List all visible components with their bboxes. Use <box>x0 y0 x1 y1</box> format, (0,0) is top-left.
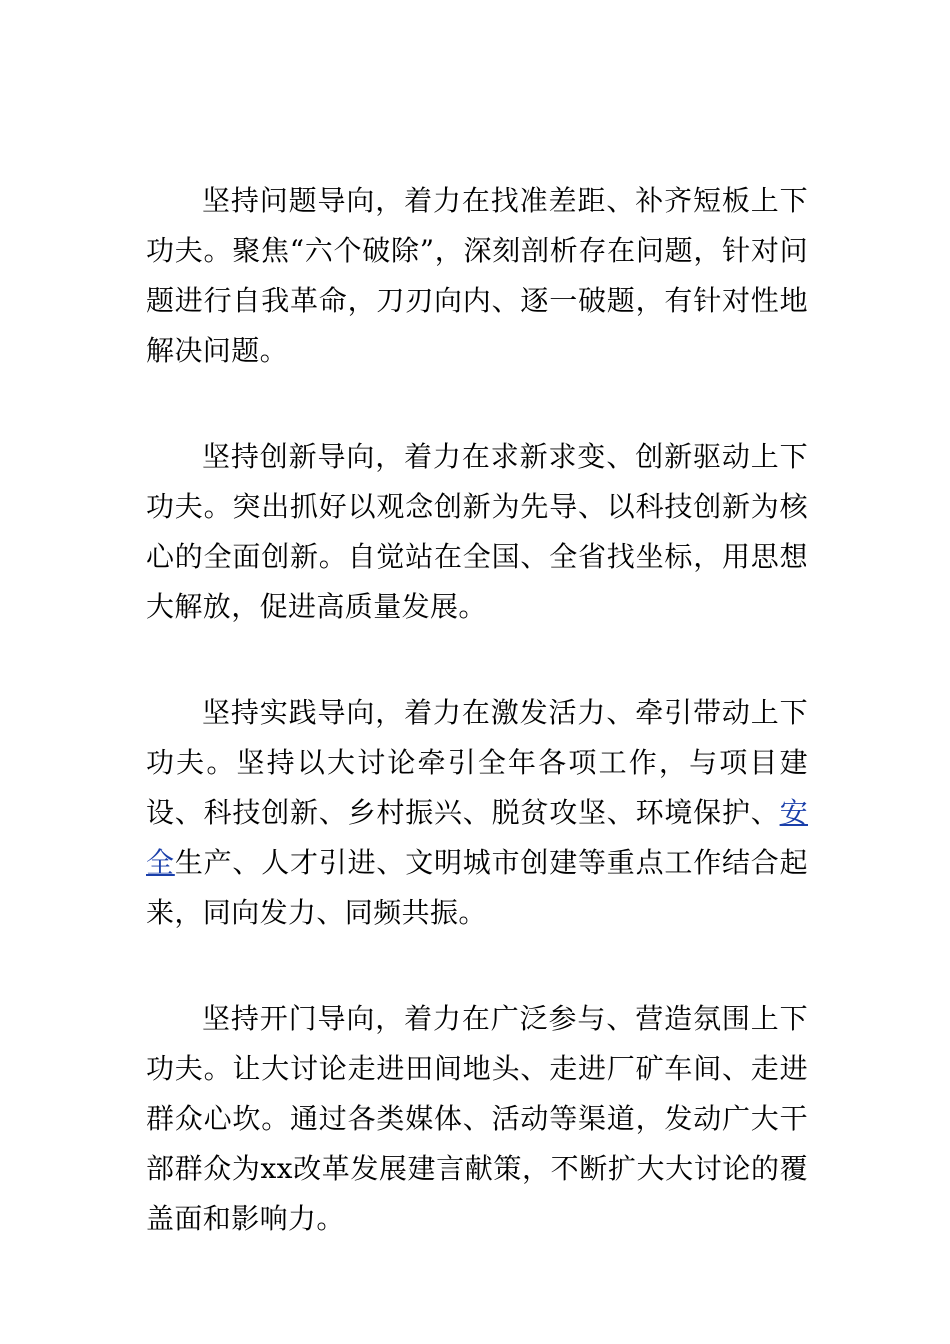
paragraph-innovation-orientation: 坚持创新导向，着力在求新求变、创新驱动上下功夫。突出抓好以观念创新为先导、以科技创新为核心的全面创新。自觉站在全国、全省找坐标，用思想大解放，促进高质量发展。 <box>146 440 808 623</box>
paragraph-text-after-link: 生产、人才引进、文明城市创建等重点工作结合起来，同向发力、同频共振。 <box>146 846 808 929</box>
paragraph-open-door-orientation: 坚持开门导向，着力在广泛参与、营造氛围上下功夫。让大讨论走进田间地头、走进厂矿车间、走进群众心坎。通过各类媒体、活动等渠道，发动广大干部群众为xx改革发展建言献策，不断扩大大讨论的覆盖面和影响力。 <box>146 1002 808 1235</box>
paragraph-text-before-link: 坚持实践导向，着力在激发活力、牵引带动上下功夫。坚持以大讨论牵引全年各项工作，与项目建设、科技创新、乡村振兴、脱贫攻坚、环境保护、 <box>146 696 808 829</box>
paragraph-practice-orientation <box>146 688 808 938</box>
document-body <box>146 176 808 1300</box>
paragraph-problem-orientation: 坚持问题导向，着力在找准差距、补齐短板上下功夫。聚焦“六个破除”，深刻剖析存在问题，针对问题进行自我革命，刀刃向内、逐一破题，有针对性地解决问题。 <box>146 184 808 367</box>
safety-link[interactable]: 安全 <box>146 796 808 879</box>
